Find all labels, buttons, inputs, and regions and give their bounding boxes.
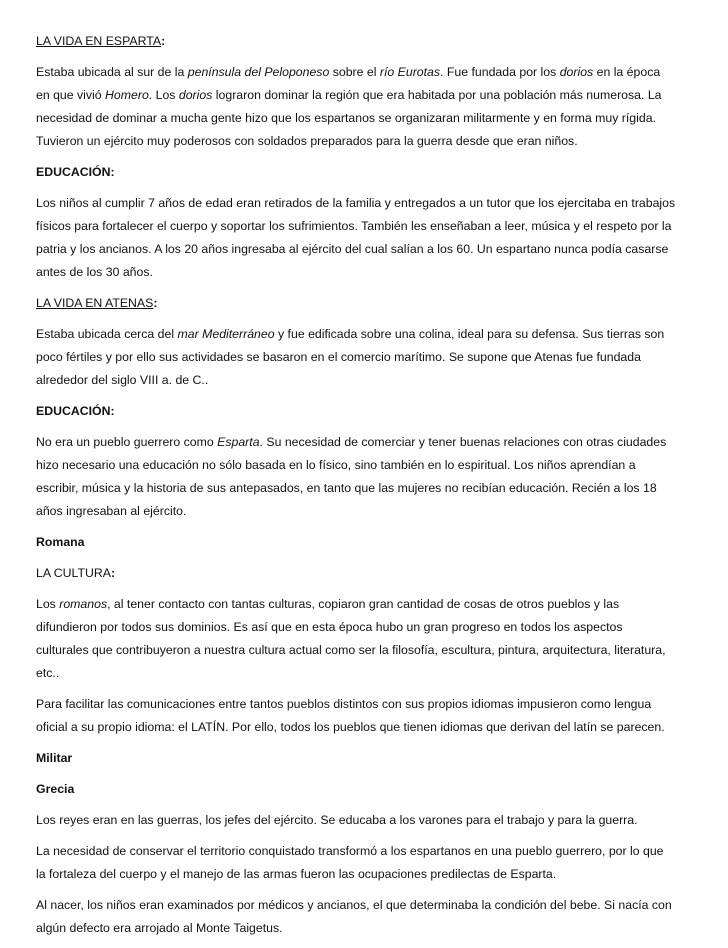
text-line: poco fértiles y por ello sus actividades se basaron en el comercio marítimo. Se supone que Atenas fue fundada [36,350,641,364]
text-run: en que vivió [36,88,106,102]
paragraph-grecia-reyes [36,809,696,832]
text-run: y fue edificada sobre una colina, ideal para su defensa. Sus tierras son [274,327,665,341]
italic-term: dorios [178,88,213,102]
text-line: patria y los ancianos. A los 20 años ingresaba al ejército del cual salían a los 60. Un espartano nunca podía casarse [36,242,669,256]
text-line [36,431,696,454]
text-run: . Su necesidad de comerciar y tener buenas relaciones con otras ciudades [259,435,667,449]
heading-text: LA VIDA EN ATENAS [36,296,154,310]
text-line: necesidad de dominar a mucha gente hizo que los espartanos se organizaran militarmente y en forma muy rígida. [36,111,656,125]
heading-colon: : [153,296,158,310]
paragraph-esparta [36,61,696,153]
heading-colon: : [161,34,166,48]
text-run: . Los [148,88,179,102]
text-line: Tuvieron un ejército muy poderosos con soldados preparados para la guerra desde que eran niños. [36,134,578,148]
text-line: hizo necesario una educación no sólo basada en lo físico, sino también en lo espiritual. Los niños aprendían a [36,458,636,472]
paragraph-grecia-territorio [36,840,696,886]
italic-term: romanos [59,597,108,611]
section-heading-cultura [36,562,696,585]
text-run: en la época [593,65,661,79]
section-heading-atenas [36,292,696,315]
text-line: etc.. [36,666,60,680]
text-run: sobre el [329,65,380,79]
text-line: Los niños al cumplir 7 años de edad eran retirados de la familia y entregados a un tutor que los ejercitaba en trabajos [36,196,676,210]
italic-term: mar Mediterráneo [177,327,275,341]
paragraph-educacion-atenas [36,431,696,523]
section-heading-educacion-atenas: EDUCACIÓN: [36,404,115,418]
heading-colon: : [110,566,116,580]
text-line: oficial a su propio idioma: el LATÍN. Por ello, todos los pueblos que tienen idiomas que derivan del latín se parecen. [36,720,665,734]
paragraph-educacion-esparta [36,192,696,284]
text-run: No era un pueblo guerrero como [36,435,218,449]
text-run: . Fue fundada por los [440,65,560,79]
text-line: antes de los 30 años. [36,265,153,279]
text-run: Estaba ubicada cerca del [36,327,178,341]
text-line: difundieron por todos sus dominios. Es así que en esta época hubo un gran progreso en todos los aspectos [36,620,623,634]
text-line: Para facilitar las comunicaciones entre tantos pueblos distintos con sus propios idiomas impusieron como lengua [36,697,652,711]
section-heading-educacion-esparta: EDUCACIÓN: [36,165,115,179]
text-line: Al nacer, los niños eran examinados por médicos y ancianos, el que determinaba la condición del bebe. Si nacía con [36,898,672,912]
paragraph-grecia-nacer [36,894,696,940]
text-line: culturales que contribuyeron a nuestra cultura actual como ser la filosofía, escultura, pintura, arquitectura, literatura, [36,643,666,657]
text-line: físicos para fortalecer el cuerpo y soportar los sufrimientos. También les enseñaban a leer, música y el respeto por la [36,219,672,233]
text-line: escribir, música y la historia de sus antepasados, en tanto que las mujeres no recibían educación. Recién a los 18 [36,481,657,495]
section-heading-romana: Romana [36,535,85,549]
text-line: la fortaleza del cuerpo y el manejo de las armas fueron las ocupaciones predilectas de Esparta. [36,867,557,881]
italic-term: dorios [559,65,594,79]
text-line: algún defecto era arrojado al Monte Taigetus. [36,921,283,935]
section-heading-esparta [36,30,696,53]
heading-text: LA CULTURA [36,566,111,580]
text-run: , al tener contacto con tantas culturas, copiaron gran cantidad de cosas de otros pueblos y las [107,597,620,611]
text-line: Los reyes eran en las guerras, los jefes del ejército. Se educaba a los varones para el trabajo y para la guerra. [36,813,638,827]
text-line [36,593,696,616]
text-run: Estaba ubicada al sur de la [36,65,188,79]
paragraph-latin [36,693,696,739]
text-line [36,84,696,107]
text-run: Los [36,597,60,611]
text-line: alrededor del siglo VIII a. de C.. [36,373,209,387]
heading-text: LA VIDA EN ESPARTA [36,34,162,48]
section-heading-militar: Militar [36,751,73,765]
italic-term: Esparta [217,435,260,449]
paragraph-cultura [36,593,696,685]
text-line: La necesidad de conservar el territorio conquistado transformó a los espartanos en una pueblo guerrero, por lo que [36,844,664,858]
text-run: lograron dominar la región que era habitada por una población más numerosa. La [212,88,662,102]
italic-term: Homero [105,88,149,102]
italic-term: río Eurotas [379,65,441,79]
section-heading-grecia: Grecia [36,782,75,796]
italic-term: península del Peloponeso [187,65,330,79]
paragraph-atenas [36,323,696,392]
text-line: años ingresaban al ejército. [36,504,187,518]
text-line [36,323,696,346]
text-line [36,61,696,84]
document-body [36,30,696,948]
